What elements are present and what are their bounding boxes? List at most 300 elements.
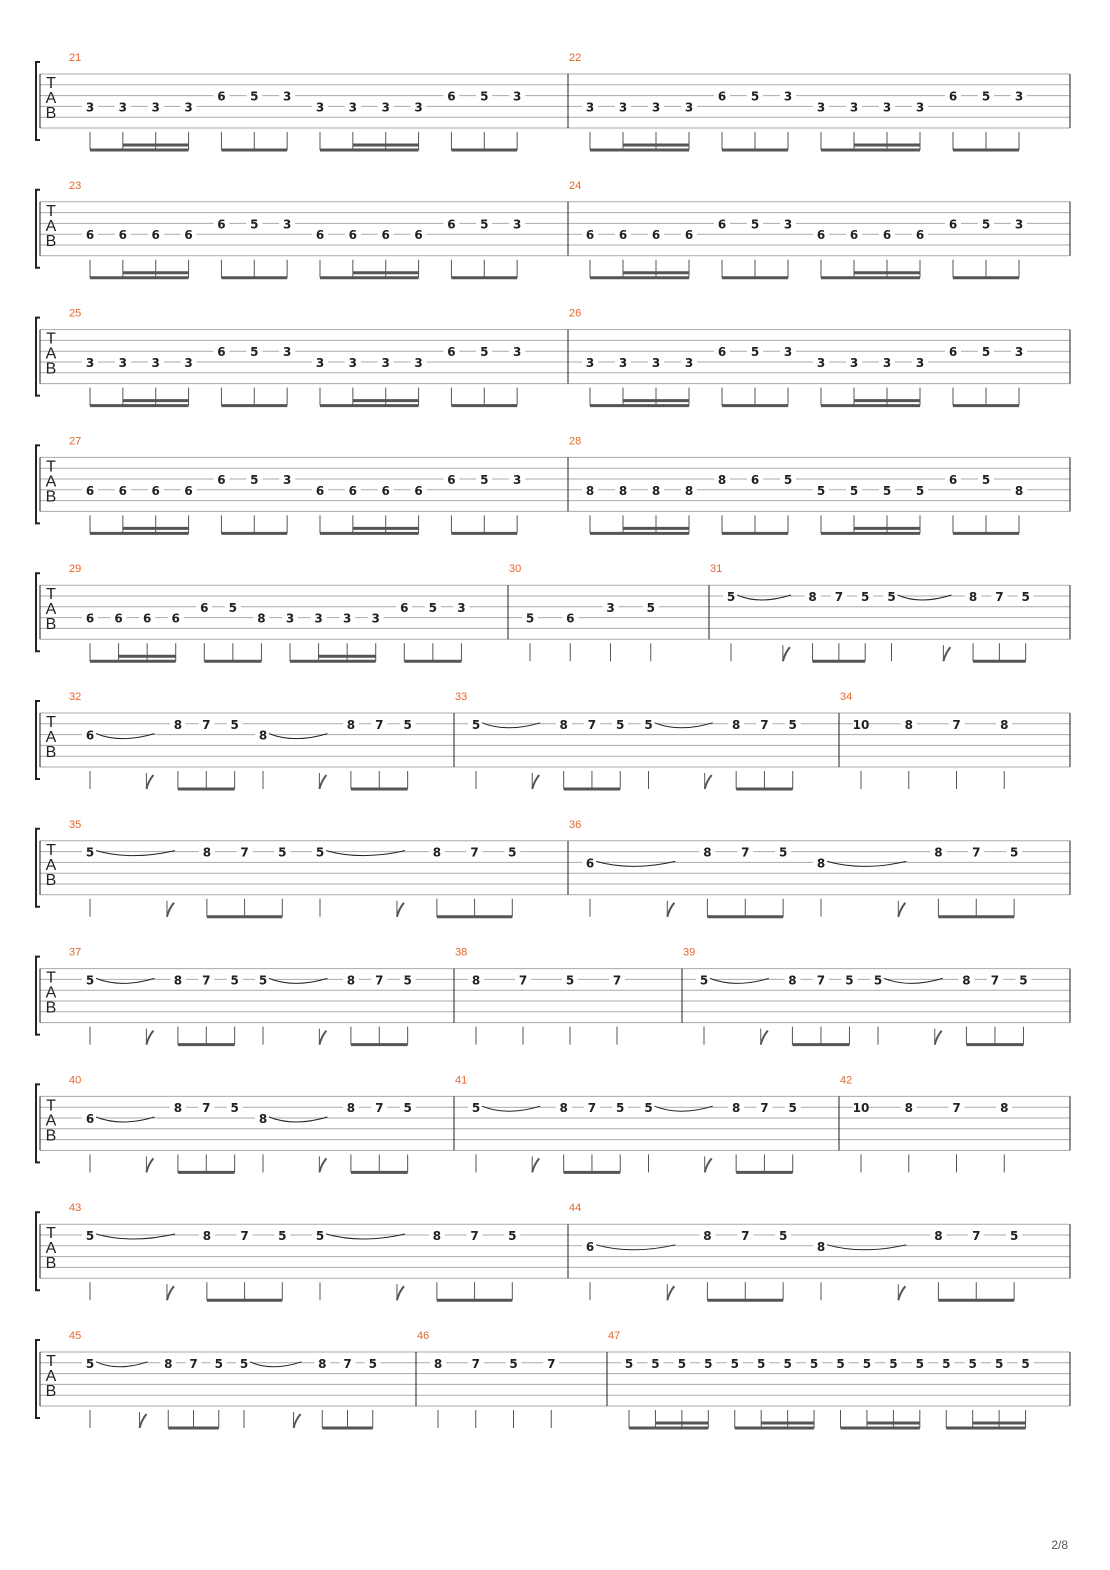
fret-number: 5 <box>1021 590 1030 604</box>
fret-number: 5 <box>981 345 991 360</box>
fret-number: 8 <box>258 728 268 743</box>
fret-number: 5 <box>915 483 925 498</box>
measure-number: 41 <box>455 1074 468 1087</box>
measure-number: 36 <box>569 818 582 831</box>
fret-number: 3 <box>184 356 193 370</box>
fret-number: 8 <box>433 1356 443 1371</box>
fret-number: 5 <box>471 1101 481 1116</box>
fret-number: 3 <box>282 89 292 104</box>
tab-clef-letter: A <box>45 1368 57 1385</box>
fret-number: 7 <box>375 973 384 988</box>
tab-clef-letter: T <box>46 586 56 604</box>
fret-number: 5 <box>278 845 287 860</box>
fret-number: 3 <box>414 100 423 115</box>
tab-system <box>36 947 1070 1045</box>
fret-number: 6 <box>381 228 390 243</box>
system-bracket <box>36 62 40 140</box>
fret-number: 5 <box>887 590 896 604</box>
tab-clef-letter: A <box>45 729 57 746</box>
fret-number: 8 <box>731 717 741 732</box>
fret-number: 5 <box>508 845 517 860</box>
fret-number: 6 <box>447 473 456 487</box>
fret-number: 6 <box>750 473 760 487</box>
fret-number: 6 <box>200 600 209 615</box>
eighth-flag <box>167 1286 174 1300</box>
tab-clef-letter: T <box>46 1097 56 1115</box>
fret-number: 3 <box>457 600 466 615</box>
tab-system <box>36 1330 1070 1428</box>
eighth-flag <box>935 1031 942 1045</box>
eighth-flag <box>294 1414 301 1428</box>
fret-number: 5 <box>480 345 489 360</box>
fret-number: 3 <box>381 100 390 115</box>
tab-clef-letter: B <box>45 105 57 122</box>
fret-number: 7 <box>587 717 597 732</box>
fret-number: 3 <box>915 100 925 115</box>
fret-number: 5 <box>428 600 438 615</box>
fret-number: 6 <box>948 473 958 487</box>
fret-number: 7 <box>972 1229 981 1243</box>
fret-number: 3 <box>285 611 295 626</box>
fret-number: 5 <box>250 217 259 232</box>
fret-number: 5 <box>1009 1229 1019 1243</box>
fret-number: 7 <box>240 845 249 860</box>
measure-number: 28 <box>569 435 582 448</box>
fret-number: 7 <box>240 1229 249 1243</box>
fret-number: 6 <box>915 228 925 243</box>
fret-number: 5 <box>644 1101 653 1116</box>
fret-number: 5 <box>85 1229 95 1243</box>
fret-number: 7 <box>202 973 211 988</box>
measure-number: 39 <box>683 946 696 959</box>
fret-number: 8 <box>934 845 943 860</box>
eighth-flag <box>898 903 905 917</box>
tab-clef-letter: T <box>46 1225 56 1243</box>
measure-number: 31 <box>710 563 723 576</box>
fret-number: 8 <box>173 973 183 988</box>
fret-number: 8 <box>816 856 826 871</box>
fret-number: 6 <box>142 611 152 626</box>
fret-number: 5 <box>704 1356 713 1371</box>
system-bracket <box>36 190 40 268</box>
tab-clef-letter: T <box>46 330 56 348</box>
fret-number: 7 <box>741 845 750 860</box>
fret-number: 10 <box>852 1101 870 1116</box>
fret-number: 3 <box>282 345 292 360</box>
fret-number: 6 <box>684 228 694 243</box>
fret-number: 5 <box>862 1356 872 1371</box>
tab-clef-letter: B <box>45 1383 57 1400</box>
measure-number: 26 <box>569 307 582 320</box>
tab-clef-letter: A <box>45 1112 57 1130</box>
fret-number: 5 <box>1021 1356 1030 1371</box>
fret-number: 8 <box>651 483 661 498</box>
fret-number: 5 <box>809 1356 819 1371</box>
fret-number: 6 <box>315 228 325 243</box>
measure-number: 33 <box>455 691 468 703</box>
fret-number: 6 <box>717 345 727 360</box>
tab-clef-letter: B <box>45 999 57 1017</box>
fret-number: 8 <box>1000 717 1009 732</box>
tab-clef-letter: T <box>46 841 56 859</box>
fret-number: 7 <box>202 1101 211 1116</box>
fret-number: 3 <box>282 217 292 232</box>
fret-number: 6 <box>717 89 727 104</box>
measure-number: 32 <box>69 691 82 703</box>
fret-number: 5 <box>228 600 238 615</box>
tab-clef-letter: A <box>45 473 57 491</box>
measure-number: 22 <box>569 52 582 64</box>
fret-number: 5 <box>788 1101 797 1116</box>
fret-number: 5 <box>981 217 991 232</box>
eighth-flag <box>532 775 539 789</box>
fret-number: 8 <box>559 1101 568 1116</box>
fret-number: 3 <box>381 356 390 370</box>
tab-clef-letter: B <box>45 744 57 761</box>
fret-number: 8 <box>717 473 727 487</box>
eighth-flag <box>667 1286 674 1300</box>
fret-number: 6 <box>585 228 595 243</box>
tab-clef-letter: T <box>46 75 56 92</box>
fret-number: 3 <box>618 100 628 115</box>
fret-number: 5 <box>873 973 883 988</box>
tab-clef-letter: T <box>46 202 56 220</box>
fret-number: 8 <box>164 1356 173 1371</box>
fret-number: 8 <box>585 483 595 498</box>
eighth-flag <box>532 1158 539 1172</box>
eighth-flag <box>146 1031 153 1045</box>
fret-number: 7 <box>990 973 1000 988</box>
fret-number: 6 <box>585 1239 595 1254</box>
fret-number: 7 <box>202 717 211 732</box>
fret-number: 6 <box>948 89 958 104</box>
fret-number: 5 <box>1009 845 1019 860</box>
fret-number: 6 <box>849 228 859 243</box>
fret-number: 8 <box>808 590 817 604</box>
fret-number: 5 <box>750 345 760 360</box>
measure-number: 30 <box>509 563 522 576</box>
fret-number: 5 <box>788 717 797 732</box>
fret-number: 7 <box>816 973 826 988</box>
fret-number: 8 <box>816 1239 826 1254</box>
eighth-flag <box>943 647 950 661</box>
eighth-flag <box>898 1286 905 1300</box>
fret-number: 5 <box>942 1356 951 1371</box>
fret-number: 8 <box>1000 1101 1009 1116</box>
fret-number: 5 <box>480 89 489 104</box>
fret-number: 6 <box>85 483 95 498</box>
fret-number: 3 <box>85 356 95 370</box>
fret-number: 5 <box>565 973 575 988</box>
fret-number: 8 <box>703 845 712 860</box>
fret-number: 6 <box>348 483 358 498</box>
fret-number: 5 <box>845 973 854 988</box>
fret-number: 5 <box>677 1356 687 1371</box>
fret-number: 8 <box>684 483 694 498</box>
measure-number: 38 <box>455 946 468 959</box>
tab-system <box>36 563 1070 661</box>
fret-number: 8 <box>318 1356 327 1371</box>
tab-clef-letter: T <box>46 458 56 476</box>
fret-number: 7 <box>470 1229 479 1243</box>
fret-number: 10 <box>852 717 870 732</box>
fret-number: 7 <box>760 1101 769 1116</box>
eighth-flag <box>140 1414 147 1428</box>
fret-number: 8 <box>173 1101 183 1116</box>
fret-number: 6 <box>585 856 595 871</box>
measure-number: 47 <box>608 1330 621 1342</box>
fret-number: 7 <box>343 1356 352 1371</box>
fret-number: 6 <box>315 483 325 498</box>
fret-number: 8 <box>173 717 183 732</box>
fret-number: 8 <box>1014 483 1024 498</box>
fret-number: 5 <box>85 1356 95 1371</box>
fret-number: 3 <box>651 100 661 115</box>
tab-clef-letter: T <box>46 969 56 987</box>
fret-number: 5 <box>85 845 95 860</box>
fret-number: 3 <box>849 356 859 370</box>
fret-number: 5 <box>750 217 760 232</box>
fret-number: 6 <box>184 228 193 243</box>
fret-number: 5 <box>1019 973 1028 988</box>
fret-number: 5 <box>230 717 239 732</box>
fret-number: 8 <box>202 1229 212 1243</box>
fret-number: 5 <box>403 717 412 732</box>
fret-number: 5 <box>849 483 859 498</box>
fret-number: 5 <box>624 1356 634 1371</box>
fret-number: 5 <box>616 717 625 732</box>
fret-number: 5 <box>480 473 489 487</box>
tab-system <box>36 180 1070 278</box>
fret-number: 7 <box>189 1356 198 1371</box>
eighth-flag <box>319 775 326 789</box>
measure-number: 43 <box>69 1202 82 1215</box>
fret-number: 3 <box>314 611 323 626</box>
eighth-flag <box>167 903 174 917</box>
fret-number: 3 <box>1014 217 1024 232</box>
tab-clef-letter: B <box>45 1127 57 1145</box>
fret-number: 3 <box>915 356 925 370</box>
fret-number: 5 <box>480 217 489 232</box>
fret-number: 3 <box>348 100 358 115</box>
measure-number: 46 <box>417 1330 430 1342</box>
fret-number: 5 <box>757 1356 766 1371</box>
fret-number: 6 <box>217 473 226 487</box>
fret-number: 5 <box>778 845 788 860</box>
fret-number: 8 <box>432 845 442 860</box>
fret-number: 6 <box>184 483 193 498</box>
fret-number: 8 <box>703 1229 712 1243</box>
fret-number: 6 <box>151 228 160 243</box>
fret-number: 3 <box>651 356 661 370</box>
fret-number: 5 <box>616 1101 625 1116</box>
fret-number: 3 <box>512 473 522 487</box>
fret-number: 3 <box>348 356 358 370</box>
fret-number: 6 <box>882 228 892 243</box>
fret-number: 6 <box>217 217 226 232</box>
fret-number: 5 <box>230 1101 239 1116</box>
measure-number: 21 <box>69 52 82 64</box>
fret-number: 5 <box>994 1356 1004 1371</box>
fret-number: 5 <box>915 1356 924 1371</box>
fret-number: 5 <box>816 483 826 498</box>
fret-number: 3 <box>512 89 522 104</box>
fret-number: 5 <box>368 1356 377 1371</box>
system-bracket <box>36 1340 40 1418</box>
fret-number: 5 <box>783 473 793 487</box>
fret-number: 7 <box>587 1101 597 1116</box>
measure-number: 40 <box>69 1074 82 1087</box>
fret-number: 8 <box>258 1112 268 1126</box>
tab-clef-letter: T <box>46 1353 56 1370</box>
fret-number: 7 <box>995 590 1004 604</box>
fret-number: 6 <box>400 600 409 615</box>
fret-number: 8 <box>471 973 481 988</box>
fret-number: 3 <box>585 100 595 115</box>
fret-number: 8 <box>934 1229 943 1243</box>
fret-number: 3 <box>184 100 193 115</box>
tab-clef-letter: A <box>45 1240 57 1258</box>
fret-number: 6 <box>85 1112 95 1126</box>
fret-number: 8 <box>731 1101 741 1116</box>
eighth-flag <box>319 1158 326 1172</box>
fret-number: 8 <box>788 973 797 988</box>
measure-number: 37 <box>69 946 82 959</box>
fret-number: 5 <box>403 1101 412 1116</box>
fret-number: 6 <box>414 483 423 498</box>
tab-clef-letter: B <box>45 488 57 506</box>
fret-number: 8 <box>968 590 978 604</box>
fret-number: 3 <box>118 100 128 115</box>
system-bracket <box>36 701 40 779</box>
fret-number: 6 <box>118 228 128 243</box>
fret-number: 3 <box>414 356 423 370</box>
measure-number: 45 <box>69 1330 82 1342</box>
tab-clef-letter: A <box>45 217 57 235</box>
fret-number: 3 <box>282 473 292 487</box>
fret-number: 8 <box>432 1229 442 1243</box>
fret-number: 5 <box>750 89 760 104</box>
fret-number: 3 <box>606 600 615 615</box>
tab-clef-letter: B <box>45 360 57 378</box>
fret-number: 3 <box>315 356 325 370</box>
fret-number: 5 <box>315 1229 325 1243</box>
fret-number: 8 <box>904 717 913 732</box>
eighth-flag <box>146 1158 153 1172</box>
fret-number: 8 <box>962 973 971 988</box>
fret-number: 7 <box>760 717 769 732</box>
fret-number: 3 <box>882 356 892 370</box>
fret-number: 5 <box>968 1356 977 1371</box>
fret-number: 5 <box>403 973 412 988</box>
fret-number: 5 <box>644 717 653 732</box>
fret-number: 6 <box>118 483 128 498</box>
measure-number: 42 <box>840 1074 853 1087</box>
eighth-flag <box>319 1031 326 1045</box>
fret-number: 6 <box>948 345 958 360</box>
fret-number: 6 <box>447 217 456 232</box>
fret-number: 3 <box>315 100 325 115</box>
tab-clef-letter: B <box>45 1255 57 1273</box>
tab-system <box>36 1074 1070 1172</box>
fret-number: 8 <box>904 1101 913 1116</box>
measure-number: 29 <box>69 563 82 576</box>
fret-number: 7 <box>834 590 844 604</box>
eighth-flag <box>397 903 404 917</box>
fret-number: 7 <box>612 973 622 988</box>
fret-number: 7 <box>952 717 961 732</box>
system-bracket <box>36 1212 40 1290</box>
fret-number: 5 <box>258 973 268 988</box>
tab-system <box>36 1202 1070 1300</box>
fret-number: 3 <box>1014 89 1024 104</box>
fret-number: 5 <box>250 473 259 487</box>
fret-number: 6 <box>85 728 95 743</box>
tab-clef-letter: B <box>45 871 57 889</box>
fret-number: 5 <box>509 1356 518 1371</box>
fret-number: 6 <box>651 228 661 243</box>
fret-number: 5 <box>85 973 95 988</box>
tab-clef-letter: B <box>45 232 57 250</box>
fret-number: 7 <box>952 1101 961 1116</box>
fret-number: 3 <box>118 356 128 370</box>
fret-number: 6 <box>414 228 423 243</box>
fret-number: 6 <box>348 228 358 243</box>
fret-number: 7 <box>972 845 981 860</box>
fret-number: 8 <box>257 611 266 626</box>
fret-number: 5 <box>250 89 259 104</box>
fret-number: 5 <box>699 973 709 988</box>
fret-number: 3 <box>371 611 380 626</box>
fret-number: 6 <box>217 345 226 360</box>
fret-number: 6 <box>114 611 123 626</box>
eighth-flag <box>705 775 712 789</box>
fret-number: 3 <box>512 217 522 232</box>
fret-number: 5 <box>315 845 325 860</box>
measure-number: 25 <box>69 307 82 320</box>
fret-number: 5 <box>730 1356 739 1371</box>
fret-number: 5 <box>230 973 239 988</box>
fret-number: 7 <box>471 1356 480 1371</box>
fret-number: 6 <box>816 228 826 243</box>
fret-number: 7 <box>518 973 528 988</box>
fret-number: 3 <box>512 345 522 360</box>
fret-number: 3 <box>783 217 793 232</box>
measure-number: 24 <box>569 179 582 192</box>
fret-number: 6 <box>447 89 456 104</box>
fret-number: 3 <box>684 356 694 370</box>
fret-number: 3 <box>816 356 826 370</box>
fret-number: 8 <box>559 717 568 732</box>
fret-number: 5 <box>250 345 259 360</box>
fret-number: 3 <box>816 100 826 115</box>
measure-number: 23 <box>69 179 82 192</box>
fret-number: 3 <box>151 100 160 115</box>
tab-system <box>36 52 1070 150</box>
eighth-flag <box>667 903 674 917</box>
fret-number: 5 <box>778 1229 788 1243</box>
fret-number: 5 <box>278 1229 287 1243</box>
fret-number: 5 <box>726 590 736 604</box>
fret-number: 6 <box>217 89 226 104</box>
fret-number: 5 <box>889 1356 898 1371</box>
fret-number: 5 <box>651 1356 660 1371</box>
eighth-flag <box>783 647 790 661</box>
fret-number: 3 <box>1014 345 1024 360</box>
measure-number: 34 <box>840 691 853 703</box>
fret-number: 7 <box>375 1101 384 1116</box>
eighth-flag <box>761 1031 768 1045</box>
